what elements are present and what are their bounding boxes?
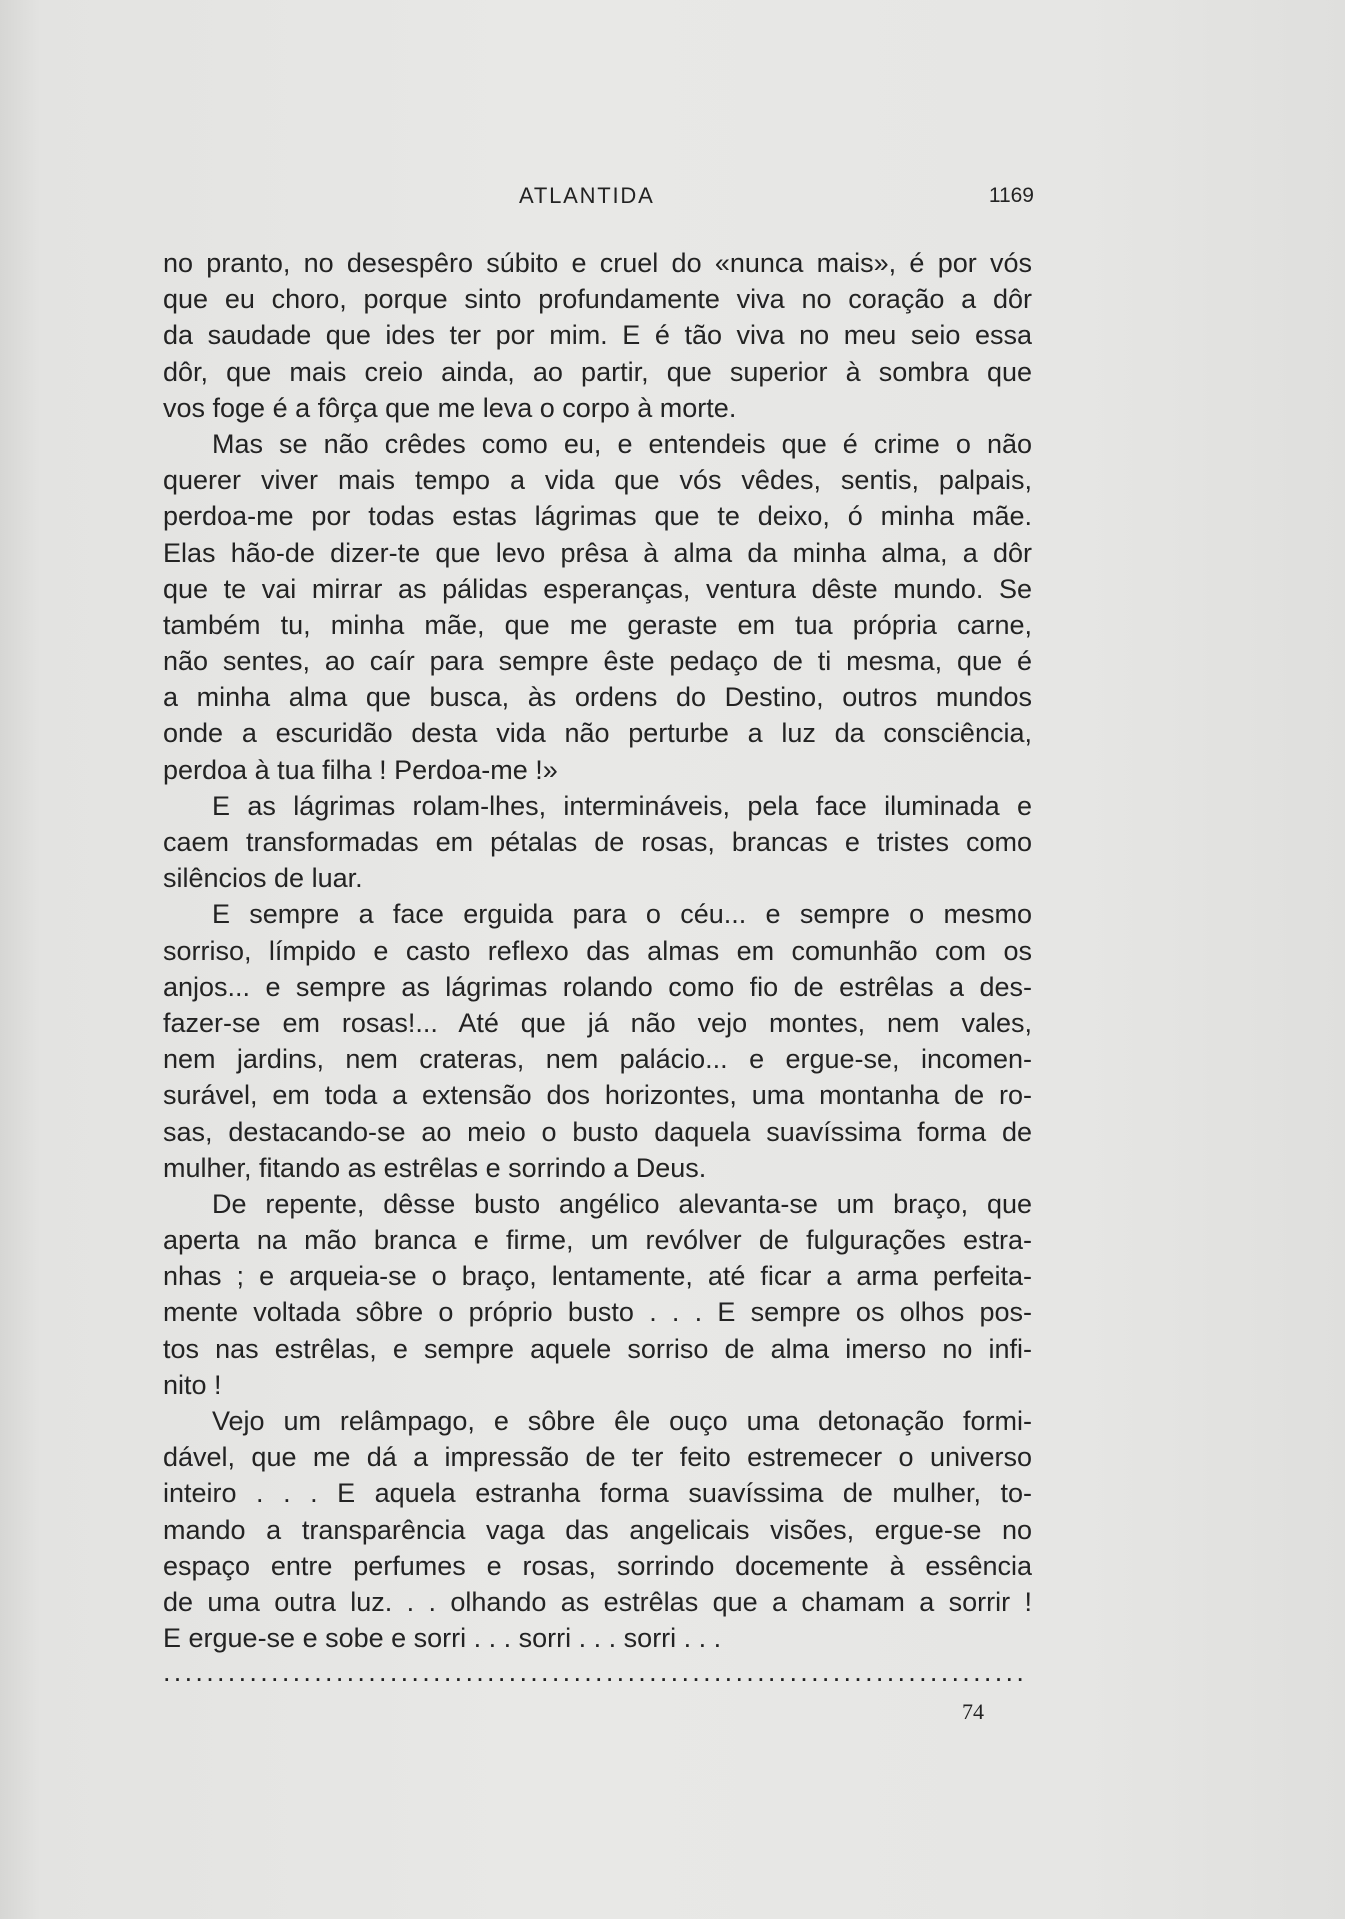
text-line: espaço entre perfumes e rosas, sorrindo docemente à essência bbox=[163, 1550, 1032, 1581]
paragraph bbox=[163, 1403, 1032, 1656]
text-line: Elas hão-de dizer-te que levo prêsa à alma da minha alma, a dôr bbox=[163, 537, 1032, 568]
text-line: perdoa à tua filha ! Perdoa-me !» bbox=[163, 754, 558, 785]
text-line: Mas se não crêdes como eu, e entendeis que é crime o não bbox=[212, 428, 1032, 459]
signature-mark: 74 bbox=[962, 1699, 984, 1724]
text-line: tos nas estrêlas, e sempre aquele sorriso de alma imerso no infi- bbox=[163, 1333, 1032, 1364]
paragraph bbox=[163, 426, 1032, 788]
text-line: não sentes, ao caír para sempre êste pedaço de ti mesma, que é bbox=[163, 646, 1032, 677]
text-line: inteiro . . . E aquela estranha forma suavíssima de mulher, to- bbox=[163, 1478, 1032, 1509]
text-line: dôr, que mais creio ainda, ao partir, que superior à sombra que bbox=[163, 356, 1032, 387]
text-line: anjos... e sempre as lágrimas rolando como fio de estrêlas a des- bbox=[163, 971, 1032, 1002]
text-line: sorriso, límpido e casto reflexo das almas em comunhão com os bbox=[163, 935, 1032, 966]
text-line: caem transformadas em pétalas de rosas, brancas e tristes como bbox=[163, 827, 1032, 857]
text-line: E sempre a face erguida para o céu... e sempre o mesmo bbox=[212, 899, 1032, 930]
text-line: que te vai mirrar as pálidas esperanças, ventura dêste mundo. Se bbox=[163, 573, 1032, 604]
text-line: E as lágrimas rolam-lhes, intermináveis, pela face iluminada e bbox=[212, 790, 1032, 821]
text-line: fazer-se em rosas!... Até que já não vejo montes, nem vales, bbox=[163, 1007, 1032, 1038]
text-line: mulher, fitando as estrêlas e sorrindo a Deus. bbox=[163, 1152, 707, 1183]
body-text bbox=[163, 245, 1032, 1656]
text-line: sas, destacando-se ao meio o busto daquela suavíssima forma de bbox=[163, 1116, 1032, 1147]
text-line: nem jardins, nem crateras, nem palácio... e ergue-se, incomen- bbox=[163, 1044, 1032, 1075]
text-line: nito ! bbox=[163, 1369, 222, 1400]
text-line: querer viver mais tempo a vida que vós vêdes, sentis, palpais, bbox=[163, 465, 1032, 496]
text-line: no pranto, no desespêro súbito e cruel do «nunca mais», é por vós bbox=[163, 248, 1032, 278]
text-line: a minha alma que busca, às ordens do Destino, outros mundos bbox=[163, 682, 1032, 713]
text-line: mente voltada sôbre o próprio busto . . . E sempre os olhos pos- bbox=[163, 1297, 1032, 1328]
text-line: também tu, minha mãe, que me geraste em tua própria carne, bbox=[163, 609, 1032, 640]
text-line: silêncios de luar. bbox=[163, 863, 363, 894]
text-line: da saudade que ides ter por mim. E é tão viva no meu seio essa bbox=[163, 320, 1032, 351]
text-line: onde a escuridão desta vida não perturbe a luz da consciência, bbox=[163, 718, 1032, 749]
text-line: De repente, dêsse busto angélico alevanta-se um braço, que bbox=[212, 1188, 1032, 1219]
paragraph bbox=[163, 788, 1032, 897]
dotted-separator: ................................................................................ bbox=[163, 1657, 1028, 1687]
running-title: ATLANTIDA bbox=[519, 183, 655, 208]
text-line: que eu choro, porque sinto profundamente viva no coração a dôr bbox=[163, 284, 1032, 315]
page-number: 1169 bbox=[988, 184, 1034, 207]
text-line: aperta na mão branca e firme, um revólver de fulgurações estra- bbox=[163, 1225, 1032, 1256]
text-line: Vejo um relâmpago, e sôbre êle ouço uma detonação formi- bbox=[212, 1406, 1032, 1436]
text-line: vos foge é a fôrça que me leva o corpo à morte. bbox=[163, 392, 737, 423]
text-line: de uma outra luz. . . olhando as estrêlas que a chamam a sorrir ! bbox=[163, 1586, 1032, 1617]
paragraph bbox=[163, 1186, 1032, 1403]
text-line: nhas ; e arqueia-se o braço, lentamente, até ficar a arma perfeita- bbox=[163, 1261, 1032, 1292]
paragraph bbox=[163, 245, 1032, 426]
text-line: dável, que me dá a impressão de ter feito estremecer o universo bbox=[163, 1442, 1032, 1473]
text-line: surável, em toda a extensão dos horizontes, uma montanha de ro- bbox=[163, 1080, 1032, 1111]
text-line: mando a transparência vaga das angelicais visões, ergue-se no bbox=[163, 1514, 1032, 1545]
text-line: perdoa-me por todas estas lágrimas que te deixo, ó minha mãe. bbox=[163, 501, 1032, 532]
text-line: E ergue-se e sobe e sorri . . . sorri . . . sorri . . . bbox=[163, 1623, 722, 1654]
paragraph bbox=[163, 896, 1032, 1186]
